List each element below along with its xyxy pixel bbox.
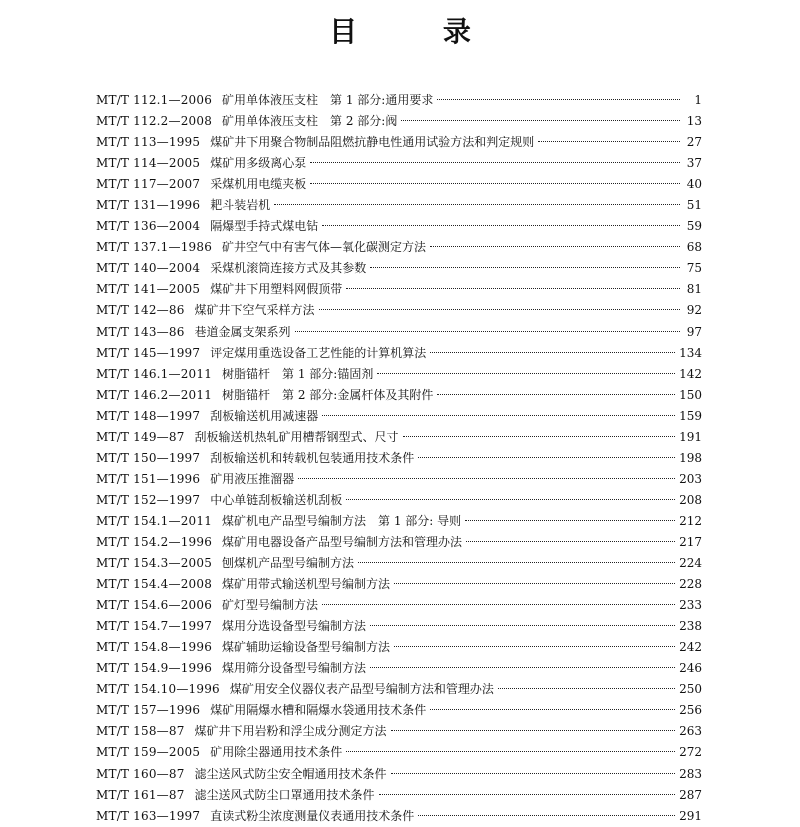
page-number: 97 — [686, 324, 702, 339]
page-number: 203 — [679, 471, 702, 486]
standard-number: MT/T 160—87 — [96, 766, 185, 781]
standard-title: 中心单链刮板输送机刮板 — [210, 492, 343, 507]
toc-entry — [96, 195, 702, 216]
page-number: 92 — [686, 303, 702, 318]
toc-entry — [96, 132, 702, 153]
standard-title: 树脂锚杆 第 2 部分:金属杆体及其附件 — [222, 387, 434, 402]
standard-title: 矿灯型号编制方法 — [222, 598, 319, 613]
dot-leader — [465, 520, 675, 521]
standard-number: MT/T 148—1997 — [96, 408, 201, 423]
page-number: 217 — [679, 534, 702, 549]
dot-leader — [394, 583, 675, 584]
toc-entry — [96, 532, 702, 553]
standard-number: MT/T 154.10—1996 — [96, 682, 220, 697]
dot-leader — [322, 225, 680, 226]
toc-entry — [96, 90, 702, 111]
toc-entry — [96, 700, 702, 721]
page-number: 142 — [679, 366, 702, 381]
standard-number: MT/T 163—1997 — [96, 808, 201, 823]
page-number: 208 — [679, 492, 702, 507]
standard-number: MT/T 146.2—2011 — [96, 387, 213, 402]
toc-entry — [96, 448, 702, 469]
standard-title: 煤用筛分设备型号编制方法 — [222, 661, 367, 676]
page-number: 40 — [686, 177, 702, 192]
page-number: 75 — [686, 261, 702, 276]
page-number: 1 — [694, 93, 702, 107]
standard-title: 煤矿机电产品型号编制方法 第 1 部分: 导则 — [222, 513, 462, 528]
standard-title: 煤矿用多级离心泵 — [210, 156, 307, 171]
page-number: 212 — [679, 513, 702, 528]
standard-number: MT/T 145—1997 — [96, 345, 201, 360]
toc-entry — [96, 806, 702, 827]
standard-title: 煤用分选设备型号编制方法 — [222, 619, 367, 634]
standard-number: MT/T 151—1996 — [96, 471, 201, 486]
page-number: 238 — [679, 619, 702, 634]
dot-leader — [377, 373, 675, 374]
standard-number: MT/T 136—2004 — [96, 219, 201, 234]
standard-number: MT/T 150—1997 — [96, 450, 201, 465]
toc-entry — [96, 637, 702, 658]
toc-entry — [96, 364, 702, 385]
toc-entry — [96, 174, 702, 195]
toc-entry — [96, 322, 702, 343]
page-title: 目 录 — [329, 15, 509, 48]
standard-title: 直读式粉尘浓度测量仪表通用技术条件 — [210, 808, 415, 823]
dot-leader — [538, 141, 680, 142]
page-number: 256 — [679, 703, 702, 718]
standard-number: MT/T 154.1—2011 — [96, 513, 213, 528]
toc-entry — [96, 427, 702, 448]
page-number: 134 — [679, 345, 702, 360]
standard-title: 矿用液压推溜器 — [210, 471, 295, 486]
standard-number: MT/T 117—2007 — [96, 177, 201, 192]
page-number: 242 — [679, 640, 702, 655]
standard-number: MT/T 113—1995 — [96, 135, 201, 150]
page-number: 228 — [679, 577, 702, 592]
standard-title: 采煤机用电缆夹板 — [210, 177, 307, 192]
standard-number: MT/T 154.3—2005 — [96, 556, 213, 571]
standard-title: 采煤机滚筒连接方式及其参数 — [210, 261, 367, 276]
dot-leader — [418, 815, 675, 816]
dot-leader — [295, 331, 680, 332]
dot-leader — [498, 688, 675, 689]
page-number: 51 — [686, 198, 702, 213]
standard-number: MT/T 140—2004 — [96, 261, 201, 276]
page-number: 68 — [686, 240, 702, 255]
page-number: 224 — [679, 556, 702, 571]
standard-title: 耙斗装岩机 — [210, 198, 271, 213]
page-number: 59 — [686, 219, 702, 234]
standard-title: 树脂锚杆 第 1 部分:锚固剂 — [222, 366, 374, 381]
toc-entry — [96, 553, 702, 574]
page-number: 250 — [679, 682, 702, 697]
toc-entry — [96, 469, 702, 490]
toc-entry — [96, 300, 702, 321]
standard-title: 煤矿用带式输送机型号编制方法 — [222, 577, 391, 592]
standard-number: MT/T 159—2005 — [96, 745, 201, 760]
standard-number: MT/T 157—1996 — [96, 703, 201, 718]
dot-leader — [466, 541, 675, 542]
page-number: 191 — [679, 429, 702, 444]
dot-leader — [346, 288, 680, 289]
toc-entry — [96, 237, 702, 258]
standard-title: 刮板输送机热轧矿用槽帮钢型式、尺寸 — [194, 429, 399, 444]
dot-leader — [358, 562, 675, 563]
standard-title: 评定煤用重选设备工艺性能的计算机算法 — [210, 345, 427, 360]
toc-entry — [96, 616, 702, 637]
dot-leader — [370, 267, 680, 268]
page-number: 283 — [679, 766, 702, 781]
standard-number: MT/T 149—87 — [96, 429, 185, 444]
toc-entry — [96, 216, 702, 237]
standard-title: 煤矿用安全仪器仪表产品型号编制方法和管理办法 — [229, 682, 494, 697]
standard-title: 刮板输送机和转载机包装通用技术条件 — [210, 450, 415, 465]
dot-leader — [298, 478, 675, 479]
dot-leader — [319, 309, 680, 310]
standard-number: MT/T 112.2—2008 — [96, 114, 213, 129]
page-number: 246 — [679, 661, 702, 676]
standard-number: MT/T 154.9—1996 — [96, 661, 213, 676]
standard-title: 煤矿井下用岩粉和浮尘成分测定方法 — [194, 724, 387, 739]
toc-entry — [96, 785, 702, 806]
standard-number: MT/T 154.2—1996 — [96, 534, 213, 549]
dot-leader — [310, 183, 680, 184]
page-number: 159 — [679, 408, 702, 423]
dot-leader — [437, 99, 680, 100]
standard-title: 煤矿井下用塑料网假顶带 — [210, 282, 343, 297]
toc-entry — [96, 258, 702, 279]
dot-leader — [430, 246, 680, 247]
standard-title: 矿用除尘器通用技术条件 — [210, 745, 343, 760]
standard-title: 滤尘送风式防尘口罩通用技术条件 — [194, 787, 375, 802]
toc-entry — [96, 679, 702, 700]
standard-number: MT/T 143—86 — [96, 324, 185, 339]
toc-entry — [96, 153, 702, 174]
page-number: 150 — [679, 387, 702, 402]
dot-leader — [391, 773, 676, 774]
standard-number: MT/T 146.1—2011 — [96, 366, 213, 381]
standard-title: 煤矿用隔爆水槽和隔爆水袋通用技术条件 — [210, 703, 427, 718]
standard-number: MT/T 137.1—1986 — [96, 240, 213, 255]
page-number: 287 — [679, 787, 702, 802]
toc-entry — [96, 343, 702, 364]
dot-leader — [379, 794, 676, 795]
dot-leader — [346, 499, 675, 500]
dot-leader — [437, 394, 675, 395]
standard-title: 矿井空气中有害气体—氧化碳测定方法 — [222, 240, 427, 255]
dot-leader — [310, 162, 680, 163]
standard-number: MT/T 141—2005 — [96, 282, 201, 297]
page-number: 81 — [686, 282, 702, 297]
standard-number: MT/T 154.8—1996 — [96, 640, 213, 655]
dot-leader — [401, 120, 680, 121]
dot-leader — [430, 709, 675, 710]
toc-entry — [96, 111, 702, 132]
standard-number: MT/T 154.7—1997 — [96, 619, 213, 634]
toc-entry — [96, 658, 702, 679]
toc-entry — [96, 742, 702, 763]
dot-leader — [346, 751, 675, 752]
page-number: 13 — [686, 114, 702, 129]
standard-title: 煤矿用电器设备产品型号编制方法和管理办法 — [222, 534, 463, 549]
dot-leader — [322, 415, 675, 416]
page-number: 27 — [686, 135, 702, 150]
toc-entry — [96, 721, 702, 742]
toc-list — [96, 90, 702, 827]
standard-title: 煤矿井下用聚合物制品阻燃抗静电性通用试验方法和判定规则 — [210, 135, 535, 150]
toc-entry — [96, 406, 702, 427]
dot-leader — [430, 352, 675, 353]
toc-entry — [96, 764, 702, 785]
standard-number: MT/T 142—86 — [96, 303, 185, 318]
standard-number: MT/T 154.6—2006 — [96, 598, 213, 613]
standard-number: MT/T 131—1996 — [96, 198, 201, 213]
standard-title: 煤矿辅助运输设备型号编制方法 — [222, 640, 391, 655]
dot-leader — [370, 667, 675, 668]
standard-number: MT/T 158—87 — [96, 724, 185, 739]
standard-title: 滤尘送风式防尘安全帽通用技术条件 — [194, 766, 387, 781]
standard-title: 隔爆型手持式煤电钻 — [210, 219, 319, 234]
standard-title: 矿用单体液压支柱 第 2 部分:阀 — [222, 114, 398, 129]
toc-entry — [96, 511, 702, 532]
dot-leader — [322, 604, 675, 605]
dot-leader — [418, 457, 675, 458]
standard-title: 矿用单体液压支柱 第 1 部分:通用要求 — [222, 93, 434, 107]
toc-entry — [96, 279, 702, 300]
standard-number: MT/T 114—2005 — [96, 156, 201, 171]
standard-title: 巷道金属支架系列 — [194, 324, 291, 339]
toc-entry — [96, 595, 702, 616]
dot-leader — [403, 436, 676, 437]
page-number: 263 — [679, 724, 702, 739]
dot-leader — [274, 204, 680, 205]
toc-entry — [96, 385, 702, 406]
dot-leader — [370, 625, 675, 626]
page-number: 198 — [679, 450, 702, 465]
toc-entry — [96, 574, 702, 595]
dot-leader — [394, 646, 675, 647]
toc-entry — [96, 490, 702, 511]
dot-leader — [391, 730, 676, 731]
standard-number: MT/T 161—87 — [96, 787, 185, 802]
page-number: 291 — [679, 808, 702, 823]
standard-number: MT/T 152—1997 — [96, 492, 201, 507]
page-number: 233 — [679, 598, 702, 613]
standard-title: 煤矿井下空气采样方法 — [194, 303, 315, 318]
page-number: 37 — [686, 156, 702, 171]
standard-number: MT/T 112.1—2006 — [96, 93, 213, 107]
page-number: 272 — [679, 745, 702, 760]
standard-title: 刨煤机产品型号编制方法 — [222, 556, 355, 571]
standard-number: MT/T 154.4—2008 — [96, 577, 213, 592]
standard-title: 刮板输送机用减速器 — [210, 408, 319, 423]
